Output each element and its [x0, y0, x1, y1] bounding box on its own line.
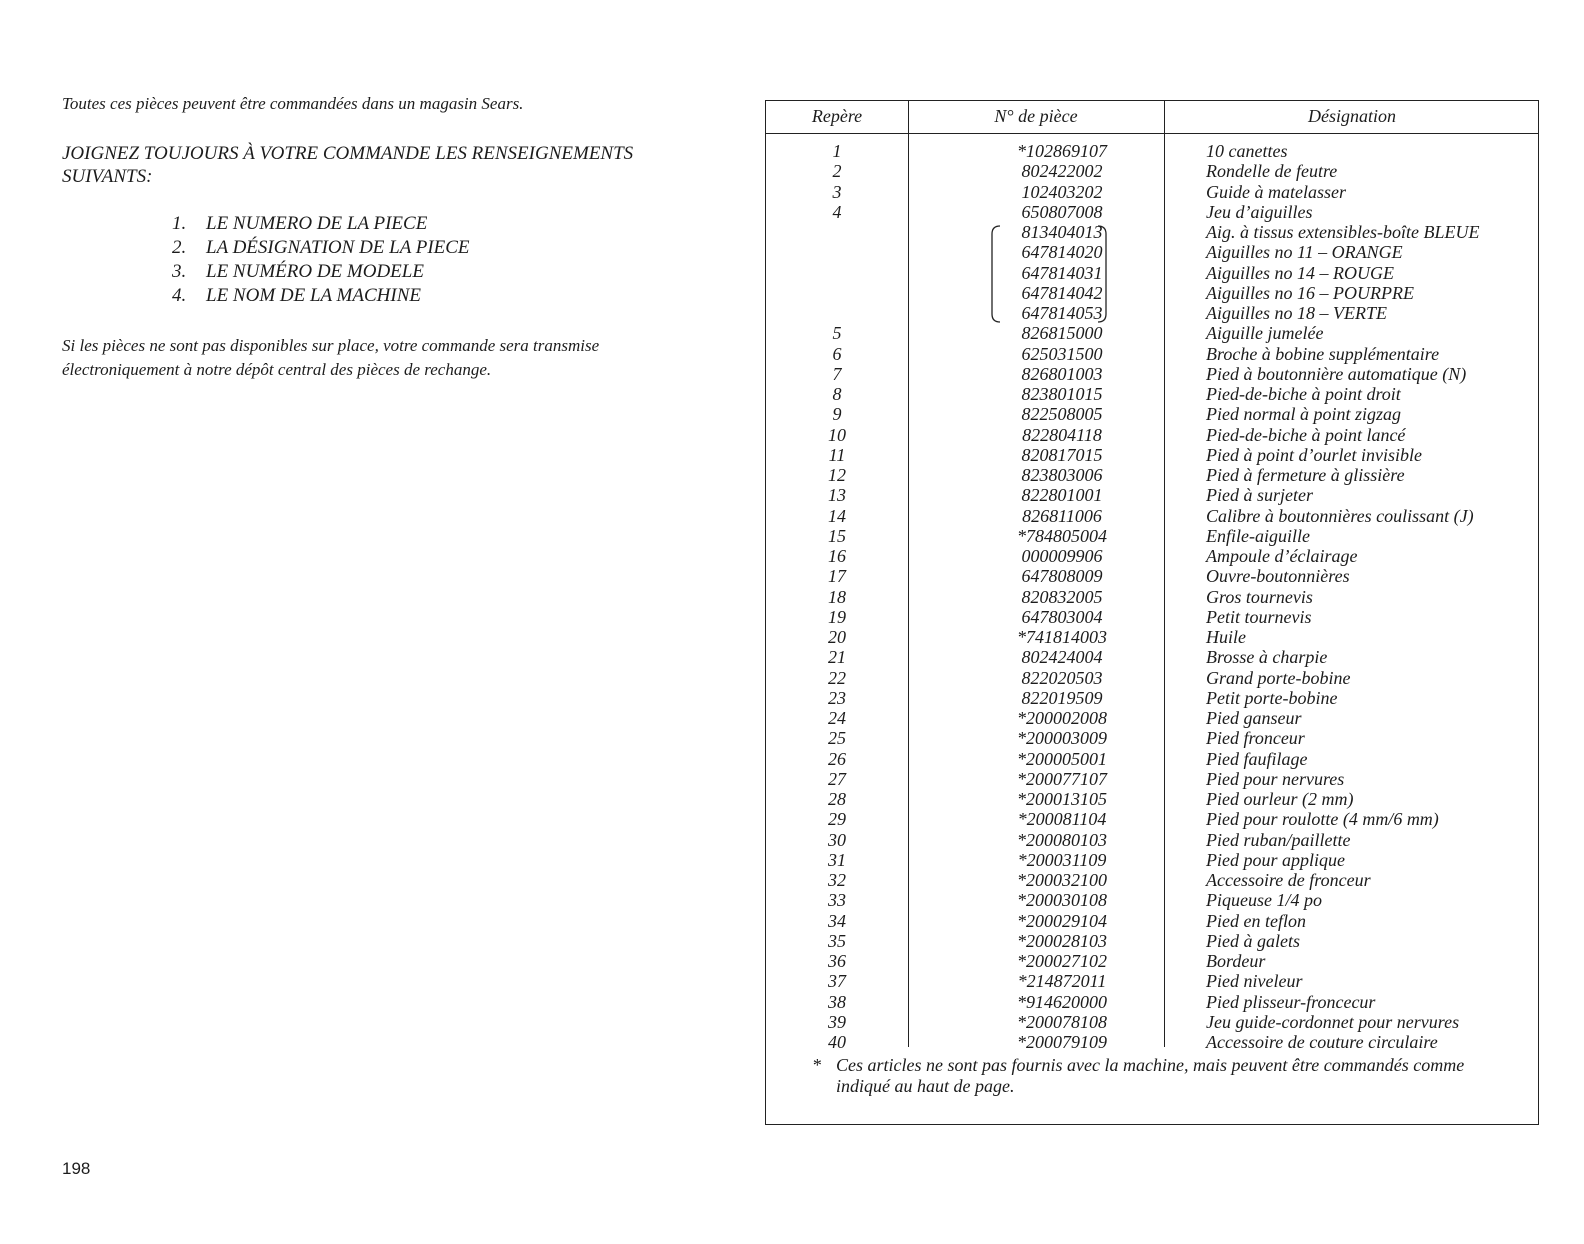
table-row — [766, 242, 1538, 262]
row-part-number: *200027102 — [1017, 951, 1107, 971]
table-row — [766, 384, 1538, 404]
requirement-number: 1. — [172, 213, 187, 234]
row-part-number: *102869107 — [1017, 141, 1107, 161]
row-designation: Rondelle de feutre — [1206, 161, 1338, 182]
table-row — [766, 809, 1538, 829]
intro-line: Toutes ces pièces peuvent être commandées dans un magasin Sears. — [62, 94, 524, 113]
table-row — [766, 526, 1538, 546]
row-designation: Pied à galets — [1206, 930, 1300, 951]
header-part-number: N° de pièce — [994, 106, 1078, 126]
table-row — [766, 182, 1538, 202]
row-rep-number: 39 — [828, 1011, 846, 1032]
row-rep-number: 17 — [828, 566, 846, 587]
table-row — [766, 364, 1538, 384]
row-designation: Jeu d’aiguilles — [1206, 201, 1313, 222]
row-part-number: 647814031 — [1021, 262, 1103, 283]
row-designation: Pied ruban/paillette — [1206, 829, 1351, 850]
row-rep-number: 4 — [832, 201, 842, 222]
row-designation: Pied niveleur — [1206, 971, 1303, 992]
row-designation: Grand porte-bobine — [1206, 667, 1351, 688]
row-rep-number: 7 — [832, 363, 842, 384]
row-part-number: *741814003 — [1017, 627, 1107, 647]
row-rep-number: 9 — [832, 404, 842, 425]
row-designation: Pied fronceur — [1206, 728, 1305, 749]
page-number: 198 — [62, 1159, 91, 1178]
row-part-number: *200032100 — [1017, 870, 1107, 890]
availability-note: Si les pièces ne sont pas disponibles sur place, votre commande sera transmise électroniquement à notre dépôt central des pièces de rechange. — [62, 336, 600, 379]
row-part-number: *200077107 — [1017, 768, 1107, 789]
row-rep-number: 16 — [828, 546, 846, 566]
requirement-text: LE NUMERO DE LA PIECE — [206, 213, 428, 234]
row-part-number: 802424004 — [1021, 647, 1103, 668]
table-row — [766, 546, 1538, 566]
row-part-number: 822804118 — [1022, 424, 1102, 445]
table-row — [766, 506, 1538, 526]
row-rep-number: 33 — [828, 890, 846, 911]
row-designation: Ouvre-boutonnières — [1206, 566, 1350, 587]
table-row — [766, 263, 1538, 283]
row-rep-number: 29 — [828, 809, 846, 830]
row-rep-number: 40 — [828, 1032, 846, 1052]
row-designation: Accessoire de couture circulaire — [1206, 1032, 1438, 1052]
row-designation: 10 canettes — [1206, 141, 1288, 161]
table-row — [766, 627, 1538, 647]
row-part-number: *914620000 — [1017, 991, 1107, 1012]
row-rep-number: 35 — [828, 930, 846, 951]
row-part-number: 647814020 — [1021, 242, 1103, 263]
row-part-number: *200078108 — [1017, 1011, 1107, 1032]
table-row — [766, 445, 1538, 465]
row-rep-number: 13 — [828, 485, 846, 506]
row-part-number: *784805004 — [1017, 525, 1107, 546]
row-part-number: 822019509 — [1021, 687, 1103, 708]
table-row — [766, 1012, 1538, 1032]
row-designation: Huile — [1206, 627, 1246, 647]
row-rep-number: 5 — [832, 323, 842, 344]
row-rep-number: 12 — [828, 465, 846, 485]
row-rep-number: 27 — [828, 768, 846, 789]
requirement-number: 4. — [172, 285, 187, 306]
row-rep-number: 19 — [828, 606, 846, 627]
row-part-number: 826815000 — [1021, 323, 1103, 344]
row-designation: Aiguilles no 14 – ROUGE — [1206, 262, 1394, 283]
row-part-number: 820817015 — [1021, 444, 1103, 465]
row-part-number: 625031500 — [1021, 343, 1103, 364]
row-rep-number: 11 — [828, 444, 846, 465]
row-designation: Pied pour applique — [1206, 849, 1345, 870]
table-row — [766, 890, 1538, 910]
row-rep-number: 34 — [828, 910, 846, 931]
row-designation: Pied à surjeter — [1206, 485, 1313, 506]
row-part-number: 822020503 — [1021, 667, 1103, 688]
row-designation: Pied-de-biche à point droit — [1206, 384, 1401, 404]
row-part-number: *200003009 — [1017, 728, 1107, 749]
row-designation: Pied pour nervures — [1206, 768, 1345, 789]
footnote-marker: * — [812, 1055, 821, 1075]
row-part-number: *200080103 — [1017, 829, 1107, 850]
row-designation: Pied pour roulotte (4 mm/6 mm) — [1206, 809, 1439, 830]
requirement-text: LE NUMÉRO DE MODELE — [206, 261, 424, 282]
row-rep-number: 18 — [828, 586, 846, 607]
table-row — [766, 222, 1538, 242]
row-rep-number: 22 — [828, 667, 846, 688]
row-part-number: *200002008 — [1017, 708, 1107, 728]
table-row — [766, 344, 1538, 364]
order-heading: JOIGNEZ TOUJOURS À VOTRE COMMANDE LES RENSEIGNEMENTS SUIVANTS: — [62, 143, 634, 187]
row-designation: Piqueuse 1/4 po — [1206, 890, 1322, 911]
row-designation: Bordeur — [1206, 951, 1266, 971]
table-header — [766, 101, 1538, 134]
header-designation: Désignation — [1308, 106, 1396, 126]
table-row — [766, 971, 1538, 991]
row-part-number: 813404013 — [1021, 222, 1103, 242]
row-designation: Aiguilles no 11 – ORANGE — [1206, 242, 1403, 263]
table-row — [766, 911, 1538, 931]
row-rep-number: 14 — [828, 505, 846, 526]
row-part-number: *200013105 — [1017, 789, 1107, 809]
table-row — [766, 708, 1538, 728]
requirements-list — [172, 212, 470, 308]
row-part-number: 823803006 — [1021, 465, 1103, 485]
row-designation: Petit porte-bobine — [1206, 687, 1338, 708]
row-part-number: 826801003 — [1021, 363, 1103, 384]
row-rep-number: 32 — [828, 870, 846, 890]
row-designation: Brosse à charpie — [1206, 647, 1328, 668]
row-rep-number: 3 — [832, 181, 842, 202]
row-designation: Gros tournevis — [1206, 586, 1313, 607]
row-part-number: 647814042 — [1021, 282, 1103, 303]
table-row — [766, 425, 1538, 445]
row-part-number: 802422002 — [1021, 161, 1103, 182]
row-designation: Jeu guide-cordonnet pour nervures — [1206, 1011, 1460, 1032]
row-part-number: 822801001 — [1021, 485, 1103, 506]
table-row — [766, 789, 1538, 809]
row-designation: Pied à fermeture à glissière — [1206, 465, 1405, 485]
table-row — [766, 992, 1538, 1012]
row-designation: Pied plisseur-froncecur — [1206, 991, 1376, 1012]
table-row — [766, 1032, 1538, 1052]
row-designation: Pied normal à point zigzag — [1206, 404, 1402, 425]
row-designation: Pied ganseur — [1206, 708, 1302, 728]
row-rep-number: 1 — [832, 141, 842, 161]
row-part-number: 000009906 — [1021, 546, 1103, 566]
row-rep-number: 31 — [828, 849, 846, 870]
requirement-item — [172, 236, 470, 260]
row-rep-number: 8 — [832, 384, 842, 404]
row-designation: Accessoire de fronceur — [1206, 870, 1371, 890]
table-row — [766, 668, 1538, 688]
row-designation: Pied à boutonnière automatique (N) — [1206, 363, 1467, 384]
requirement-item — [172, 284, 470, 308]
table-row — [766, 850, 1538, 870]
row-part-number: *200031109 — [1017, 849, 1107, 870]
row-rep-number: 20 — [828, 627, 846, 647]
row-designation: Petit tournevis — [1206, 606, 1312, 627]
row-part-number: 647814053 — [1021, 303, 1103, 323]
row-designation: Pied à point d’ourlet invisible — [1206, 444, 1422, 465]
row-designation: Aiguilles no 18 – VERTE — [1206, 303, 1387, 323]
table-row — [766, 202, 1538, 222]
requirement-number: 3. — [172, 261, 187, 282]
row-rep-number: 10 — [828, 424, 846, 445]
table-row — [766, 931, 1538, 951]
table-row — [766, 728, 1538, 748]
row-designation: Guide à matelasser — [1206, 181, 1346, 202]
row-part-number: 826811006 — [1022, 505, 1102, 526]
row-part-number: 647808009 — [1021, 566, 1103, 587]
row-part-number: *214872011 — [1017, 971, 1107, 992]
table-row — [766, 769, 1538, 789]
table-row — [766, 870, 1538, 890]
row-designation: Aiguilles no 16 – POURPRE — [1206, 282, 1414, 303]
table-row — [766, 161, 1538, 181]
footnote-text: Ces articles ne sont pas fournis avec la machine, mais peuvent être commandés comme indiqué au haut de page. — [836, 1055, 1465, 1096]
row-part-number: *200005001 — [1017, 748, 1107, 769]
intro-text — [62, 94, 702, 114]
requirement-number: 2. — [172, 237, 187, 258]
row-rep-number: 28 — [828, 789, 846, 809]
row-part-number: *200079109 — [1017, 1032, 1107, 1052]
table-row — [766, 303, 1538, 323]
row-part-number: 822508005 — [1021, 404, 1103, 425]
row-rep-number: 15 — [828, 525, 846, 546]
table-row — [766, 587, 1538, 607]
table-row — [766, 688, 1538, 708]
row-part-number: *200028103 — [1017, 930, 1107, 951]
row-designation: Ampoule d’éclairage — [1206, 546, 1358, 566]
row-part-number: *200030108 — [1017, 890, 1107, 911]
row-rep-number: 2 — [832, 161, 842, 182]
row-part-number: 820832005 — [1021, 586, 1103, 607]
requirement-text: LA DÉSIGNATION DE LA PIECE — [206, 237, 470, 258]
requirement-item — [172, 260, 470, 284]
row-rep-number: 25 — [828, 728, 846, 749]
row-designation: Calibre à boutonnières coulissant (J) — [1206, 505, 1474, 526]
row-designation: Pied-de-biche à point lancé — [1206, 424, 1406, 445]
table-row — [766, 647, 1538, 667]
row-part-number: *200081104 — [1017, 809, 1107, 830]
row-part-number: 650807008 — [1021, 201, 1103, 222]
table-row — [766, 749, 1538, 769]
header-rep: Repère — [811, 106, 863, 126]
row-rep-number: 24 — [828, 708, 846, 728]
table-row — [766, 465, 1538, 485]
row-designation: Aig. à tissus extensibles-boîte BLEUE — [1206, 222, 1480, 242]
row-rep-number: 23 — [828, 687, 846, 708]
requirement-text: LE NOM DE LA MACHINE — [206, 285, 421, 306]
row-part-number: 823801015 — [1021, 384, 1103, 404]
row-designation: Aiguille jumelée — [1206, 323, 1324, 344]
row-designation: Broche à bobine supplémentaire — [1206, 343, 1440, 364]
row-designation: Pied faufilage — [1206, 748, 1308, 769]
row-rep-number: 37 — [828, 971, 846, 992]
table-row — [766, 141, 1538, 161]
row-designation: Enfile-aiguille — [1206, 525, 1310, 546]
row-rep-number: 30 — [828, 829, 846, 850]
table-row — [766, 323, 1538, 343]
table-row — [766, 485, 1538, 505]
parts-table — [765, 100, 1539, 1125]
row-rep-number: 26 — [828, 748, 846, 769]
row-part-number: *200029104 — [1017, 910, 1107, 931]
requirement-item — [172, 212, 470, 236]
row-rep-number: 6 — [832, 343, 842, 364]
row-rep-number: 38 — [828, 991, 846, 1012]
row-designation: Pied en teflon — [1206, 910, 1306, 931]
row-rep-number: 36 — [828, 951, 846, 971]
table-row — [766, 404, 1538, 424]
table-row — [766, 566, 1538, 586]
table-body — [766, 141, 1538, 1052]
row-designation: Pied ourleur (2 mm) — [1206, 789, 1354, 809]
table-row — [766, 830, 1538, 850]
row-part-number: 102403202 — [1021, 181, 1103, 202]
row-part-number: 647803004 — [1021, 606, 1103, 627]
table-row — [766, 607, 1538, 627]
table-row — [766, 951, 1538, 971]
table-row — [766, 283, 1538, 303]
row-rep-number: 21 — [828, 647, 846, 668]
